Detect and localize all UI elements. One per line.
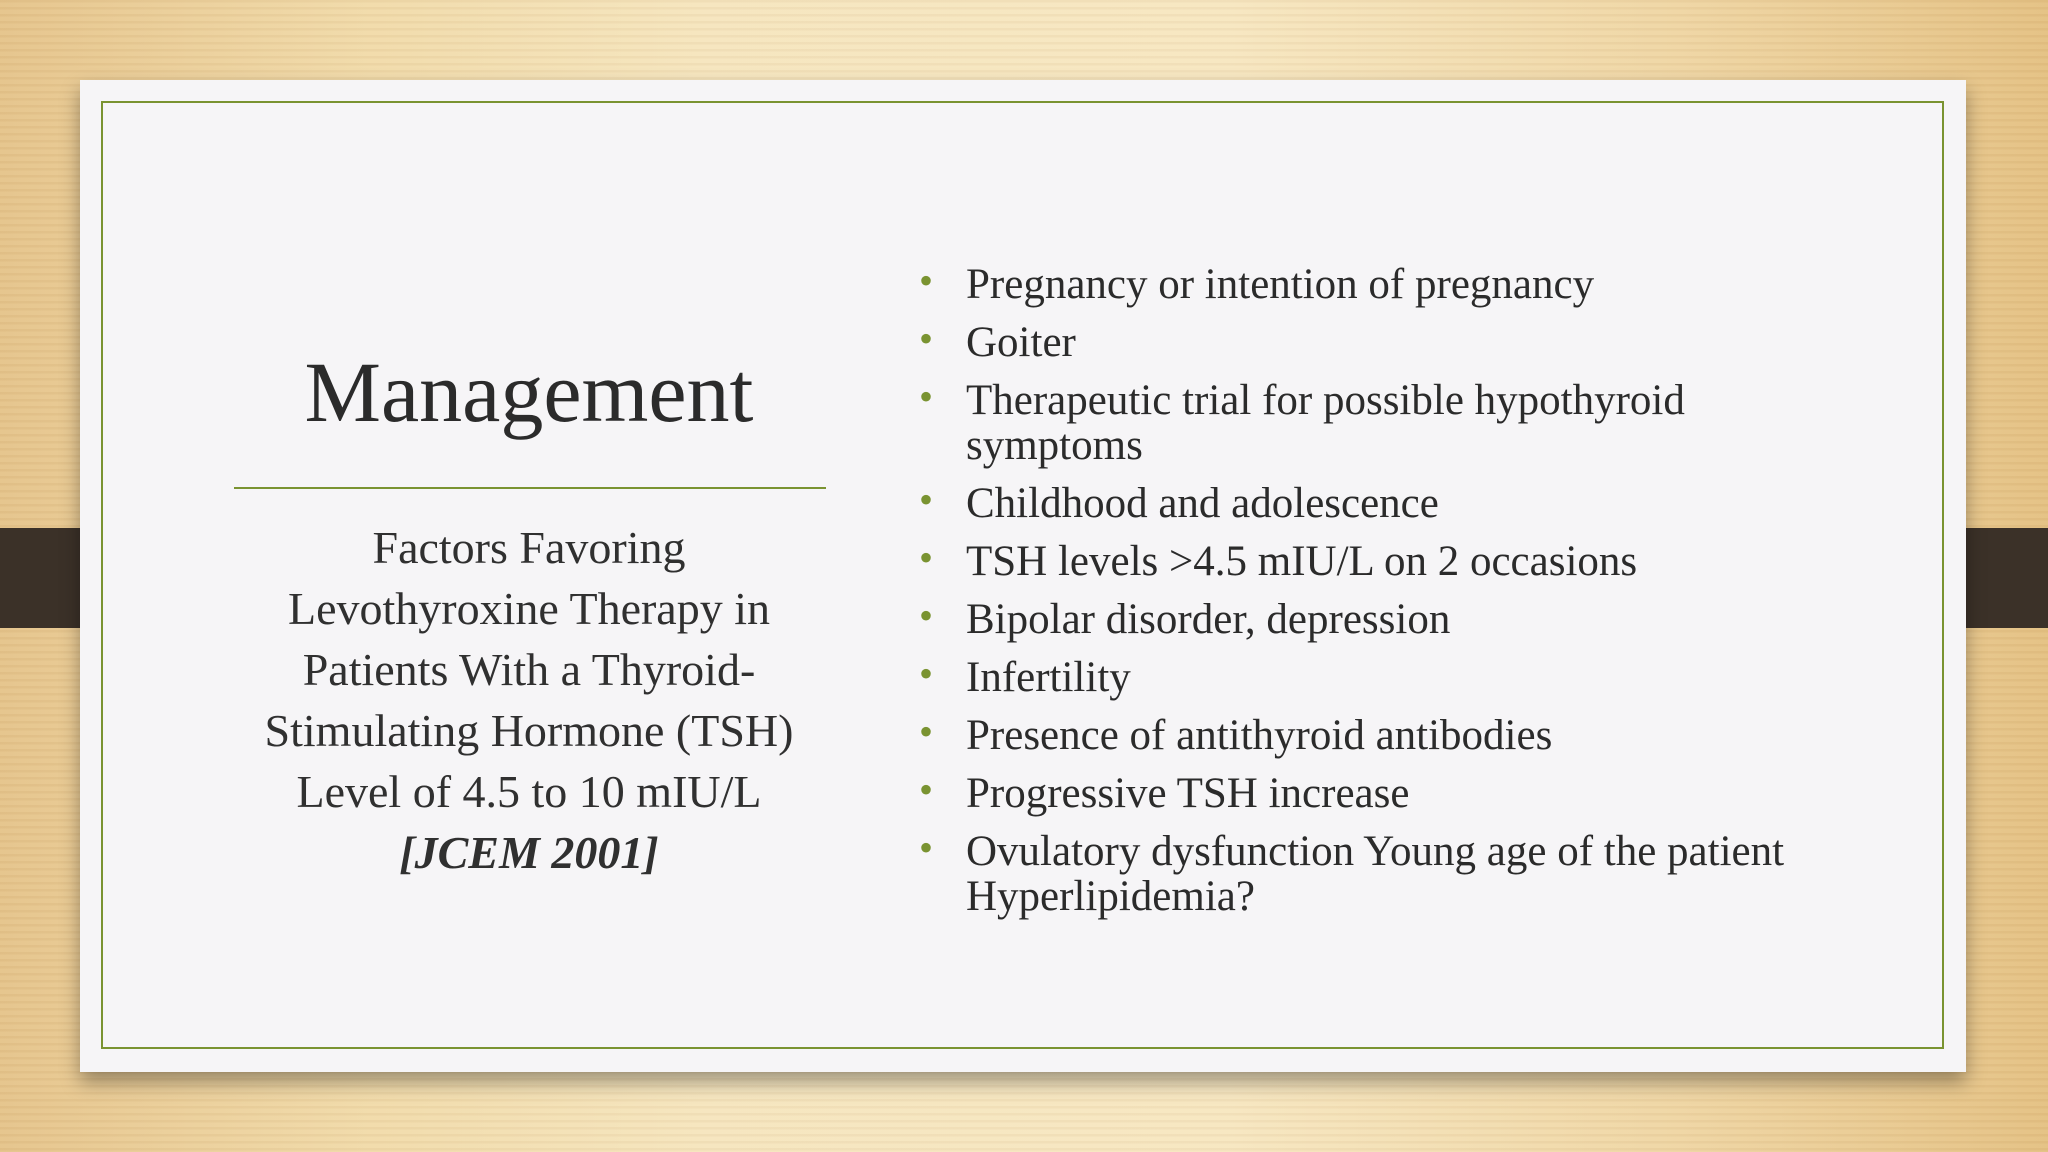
list-item — [916, 477, 1816, 527]
list-item-text: Infertility — [966, 654, 1131, 701]
list-item — [916, 825, 1816, 920]
subtitle-line: Factors Favoring — [372, 522, 686, 573]
subtitle-line: Levothyroxine Therapy in — [287, 583, 770, 634]
bullet-icon: • — [919, 651, 934, 696]
list-item — [916, 709, 1816, 759]
bullet-list — [916, 258, 1816, 932]
subtitle-line: Level of 4.5 to 10 mIU/L — [296, 766, 762, 817]
subtitle-line: Stimulating Hormone (TSH) — [264, 705, 794, 756]
list-item-text: Therapeutic trial for possible hypothyroid symptoms — [966, 377, 1685, 469]
bullet-icon: • — [919, 535, 934, 580]
list-item-text: Goiter — [966, 319, 1076, 366]
list-item — [916, 651, 1816, 701]
list-item — [916, 535, 1816, 585]
list-item-text: Ovulatory dysfunction Young age of the patient Hyperlipidemia? — [966, 828, 1785, 920]
list-item-text: Progressive TSH increase — [966, 770, 1410, 817]
list-item-text: TSH levels >4.5 mIU/L on 2 occasions — [966, 538, 1638, 585]
list-item — [916, 258, 1816, 308]
bullet-icon: • — [919, 709, 934, 754]
subtitle-line: Patients With a Thyroid- — [302, 644, 756, 695]
bullet-icon: • — [919, 316, 934, 361]
list-item — [916, 374, 1816, 469]
title-divider — [234, 487, 826, 489]
list-item — [916, 767, 1816, 817]
list-item-text: Childhood and adolescence — [966, 480, 1439, 527]
slide-subtitle — [232, 517, 826, 883]
list-item — [916, 316, 1816, 366]
bullet-icon: • — [919, 593, 934, 638]
list-item-text: Pregnancy or intention of pregnancy — [966, 261, 1595, 308]
list-item — [916, 593, 1816, 643]
bullet-icon: • — [919, 767, 934, 812]
slide-title: Management — [304, 344, 754, 440]
bullet-icon: • — [919, 374, 934, 419]
bullet-icon: • — [919, 258, 934, 303]
citation: [JCEM 2001] — [399, 827, 659, 878]
list-item-text: Presence of antithyroid antibodies — [966, 712, 1553, 759]
list-item-text: Bipolar disorder, depression — [966, 596, 1451, 643]
bullet-icon: • — [919, 825, 934, 870]
bullet-icon: • — [919, 477, 934, 522]
